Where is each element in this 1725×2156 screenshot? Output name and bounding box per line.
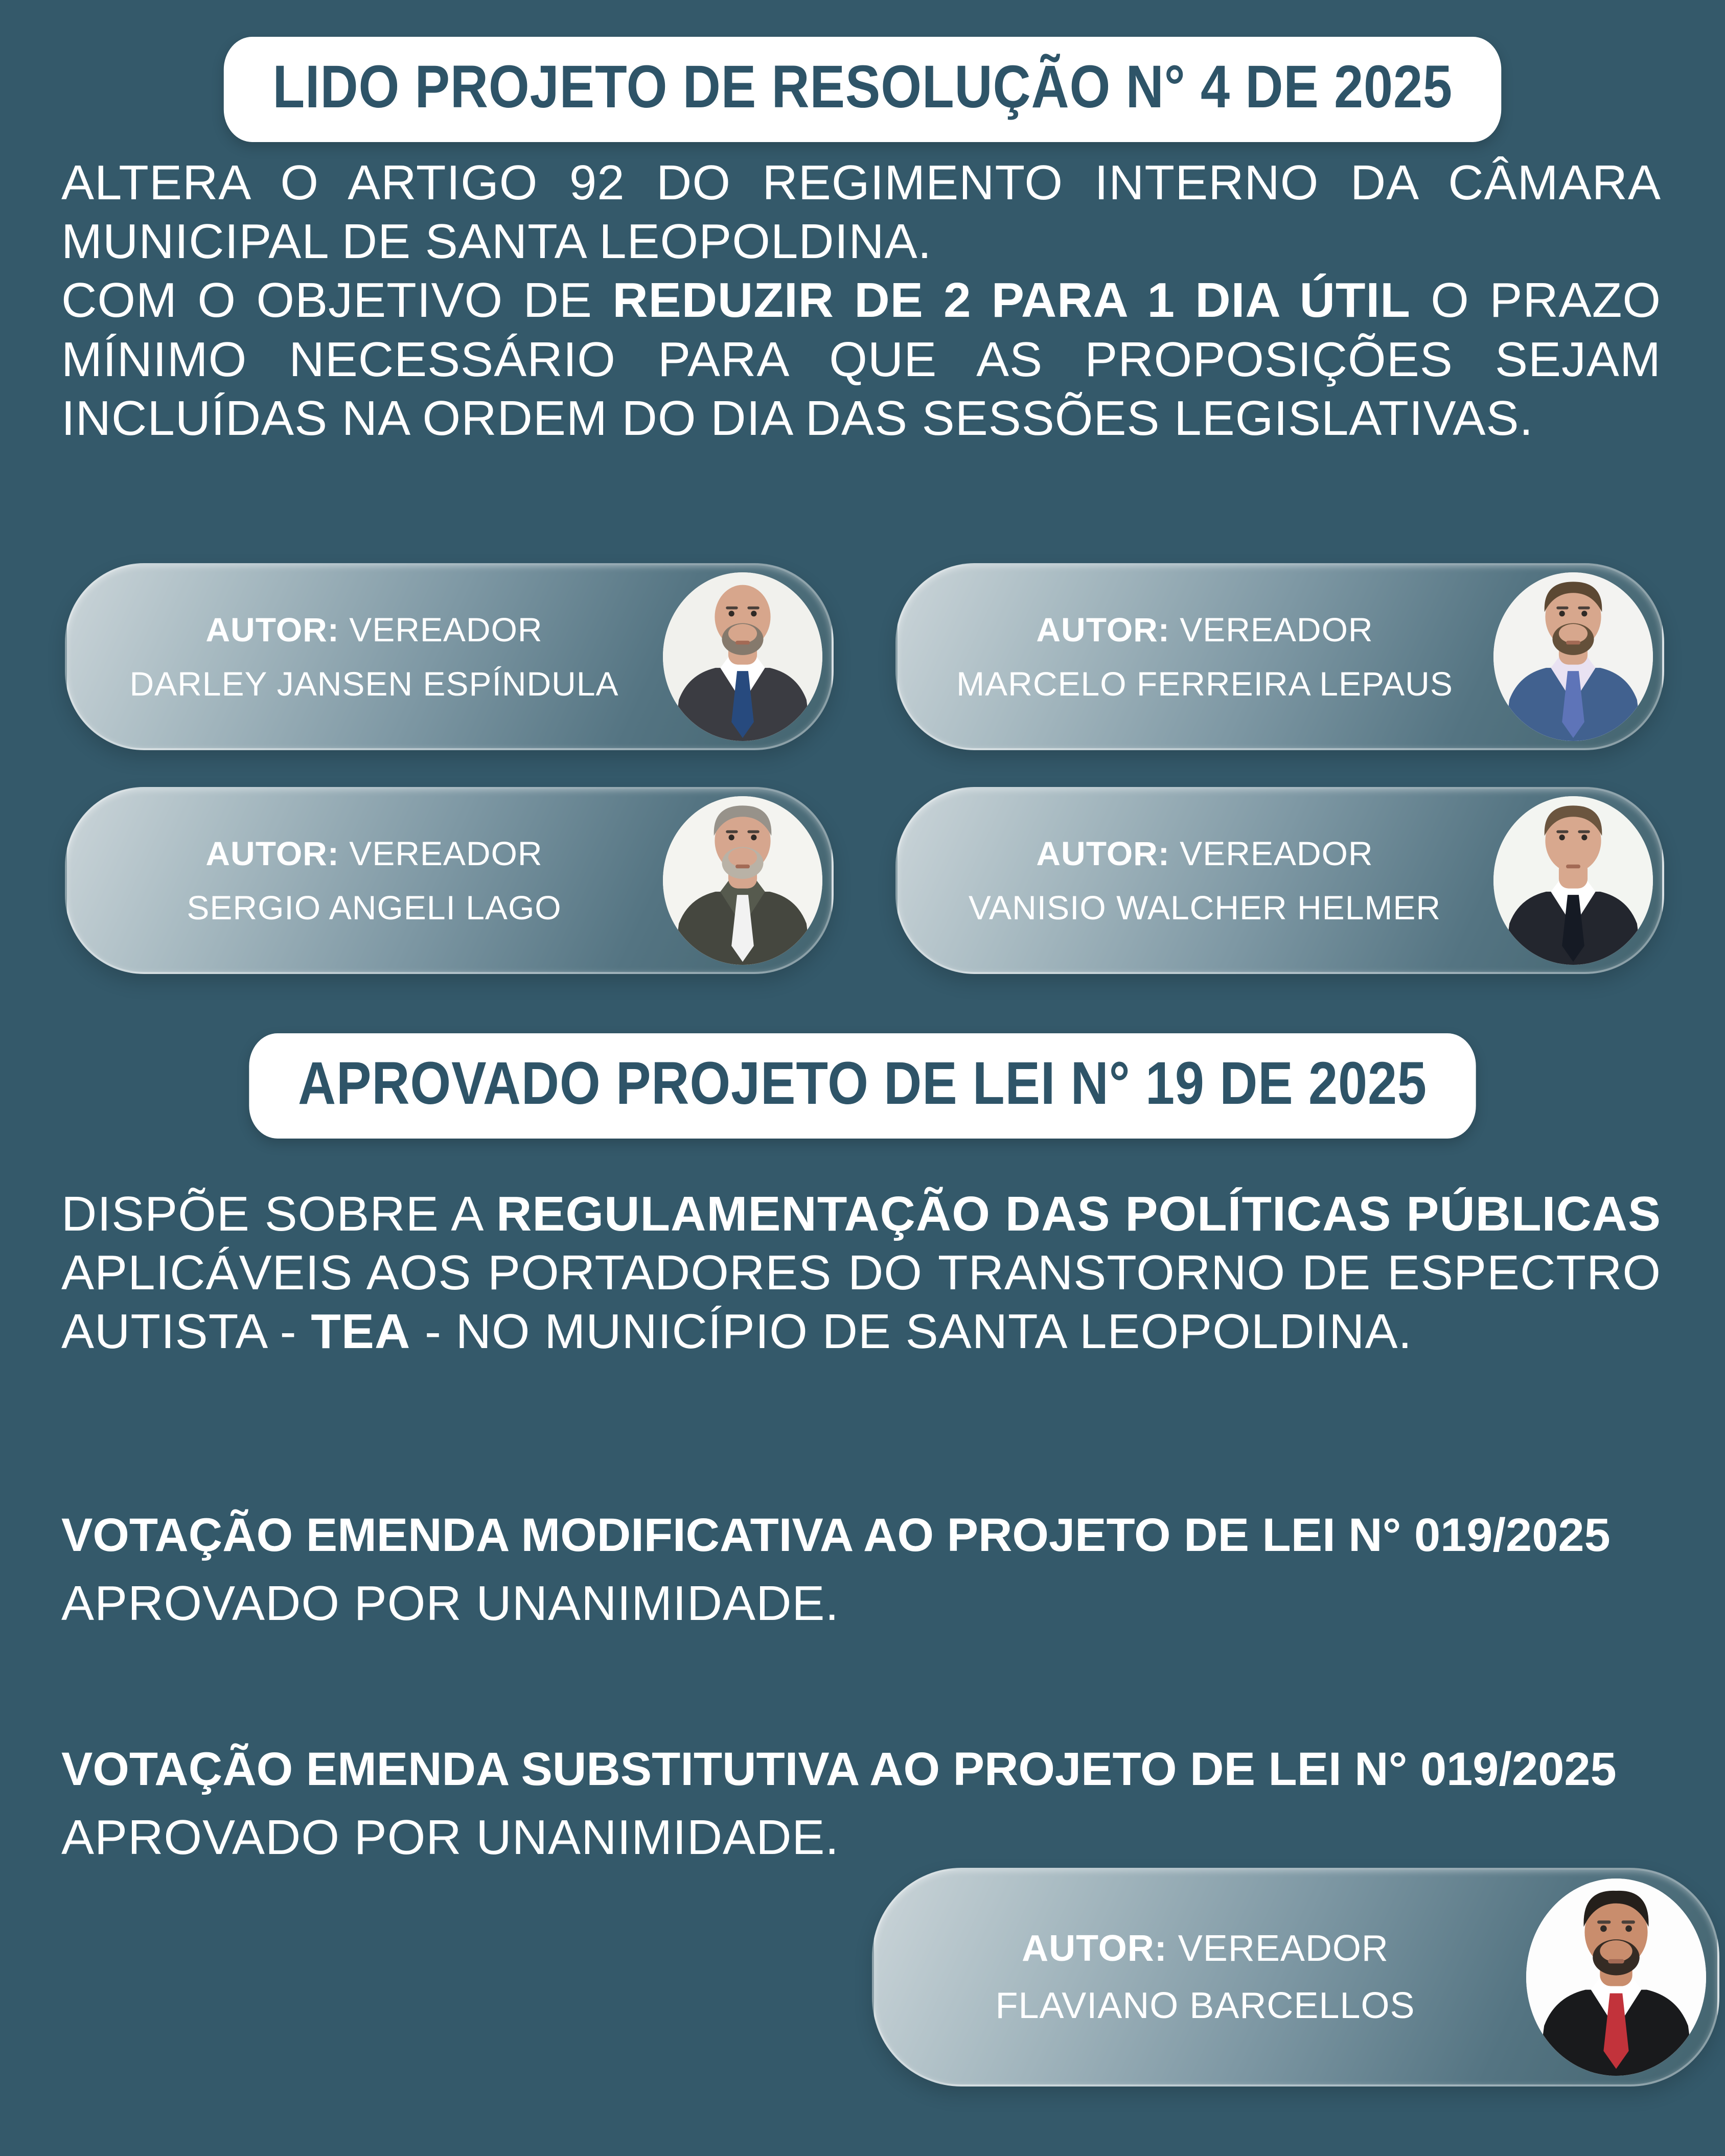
author-photo-frame xyxy=(663,572,822,741)
author-portrait-icon xyxy=(1526,1879,1706,2076)
author-label-role: VEREADOR xyxy=(1180,611,1373,648)
author-portrait-icon xyxy=(663,572,822,741)
banner-row xyxy=(0,37,1725,142)
author-card-vanisio xyxy=(895,787,1664,974)
author-name: FLAVIANO BARCELLOS xyxy=(995,1985,1415,2026)
author-card-flaviano xyxy=(872,1868,1719,2087)
vote-block-emenda-substitutiva xyxy=(61,1740,1661,1867)
author-photo-frame xyxy=(1493,572,1653,741)
vote-title: VOTAÇÃO EMENDA MODIFICATIVA AO PROJETO DE LEI N° 019/2025 xyxy=(61,1509,1611,1561)
author-label-role: VEREADOR xyxy=(1178,1928,1389,1969)
author-photo-frame xyxy=(1526,1879,1706,2076)
lei-description xyxy=(61,1185,1661,1361)
author-label-bold: AUTOR: xyxy=(205,611,339,648)
author-label-bold: AUTOR: xyxy=(205,834,339,872)
banner-aprovado-projeto-lei: APROVADO PROJETO DE LEI N° 19 DE 2025 xyxy=(249,1033,1476,1139)
author-card-text xyxy=(926,789,1483,972)
author-name: VANISIO WALCHER HELMER xyxy=(968,889,1441,926)
author-portrait-icon xyxy=(1493,572,1653,741)
author-card-text xyxy=(96,565,653,748)
author-label-bold: AUTOR: xyxy=(1036,611,1170,648)
author-card-sergio xyxy=(65,787,834,974)
author-photo-frame xyxy=(663,796,822,965)
vote-result: APROVADO POR UNANIMIDADE. xyxy=(61,1810,840,1865)
author-card-text xyxy=(96,789,653,972)
author-label xyxy=(205,610,542,649)
author-card-text xyxy=(926,565,1483,748)
vote-title: VOTAÇÃO EMENDA SUBSTITUTIVA AO PROJETO DE LEI N° 019/2025 xyxy=(61,1743,1617,1795)
author-card-darley xyxy=(65,563,834,750)
author-portrait-icon xyxy=(663,796,822,965)
author-label-bold: AUTOR: xyxy=(1022,1928,1167,1969)
author-label xyxy=(1036,610,1373,649)
author-label-bold: AUTOR: xyxy=(1036,834,1170,872)
author-portrait-icon xyxy=(1493,796,1653,965)
resolucao-paragraph-2: COM O OBJETIVO DE REDUZIR DE 2 PARA 1 DIA ÚTIL O PRAZO MÍNIMO NECESSÁRIO PARA QUE AS PROPOSIÇÕES SEJAM INCLUÍDAS NA ORDEM DO DIA DAS SESSÕES LEGISLATIVAS. xyxy=(61,273,1662,446)
banner-lido-projeto-resolucao: LIDO PROJETO DE RESOLUÇÃO N° 4 DE 2025 xyxy=(224,37,1502,142)
author-label-role: VEREADOR xyxy=(1180,834,1373,872)
resolucao-paragraph-1: ALTERA O ARTIGO 92 DO REGIMENTO INTERNO DA CÂMARA MUNICIPAL DE SANTA LEOPOLDINA. xyxy=(61,155,1661,269)
author-name: MARCELO FERREIRA LEPAUS xyxy=(956,665,1453,703)
author-label xyxy=(205,834,542,873)
author-photo-frame xyxy=(1493,796,1653,965)
author-label xyxy=(1036,834,1373,873)
vote-block-emenda-modificativa xyxy=(61,1505,1661,1633)
author-label xyxy=(1022,1928,1389,1969)
author-name: SERGIO ANGELI LAGO xyxy=(187,889,562,926)
lei-paragraph: DISPÕE SOBRE A REGULAMENTAÇÃO DAS POLÍTICAS PÚBLICAS APLICÁVEIS AOS PORTADORES DO TRANSTORNO DE ESPECTRO AUTISTA - TEA - NO MUNICÍPIO DE SANTA LEOPOLDINA. xyxy=(61,1187,1662,1359)
author-label-role: VEREADOR xyxy=(349,834,543,872)
banner-row xyxy=(0,1033,1725,1139)
resolucao-description xyxy=(61,153,1661,448)
author-card-marcelo xyxy=(895,563,1664,750)
author-name: DARLEY JANSEN ESPÍNDULA xyxy=(129,665,619,703)
vote-result: APROVADO POR UNANIMIDADE. xyxy=(61,1575,840,1631)
author-label-role: VEREADOR xyxy=(349,611,543,648)
author-card-text xyxy=(903,1870,1508,2084)
